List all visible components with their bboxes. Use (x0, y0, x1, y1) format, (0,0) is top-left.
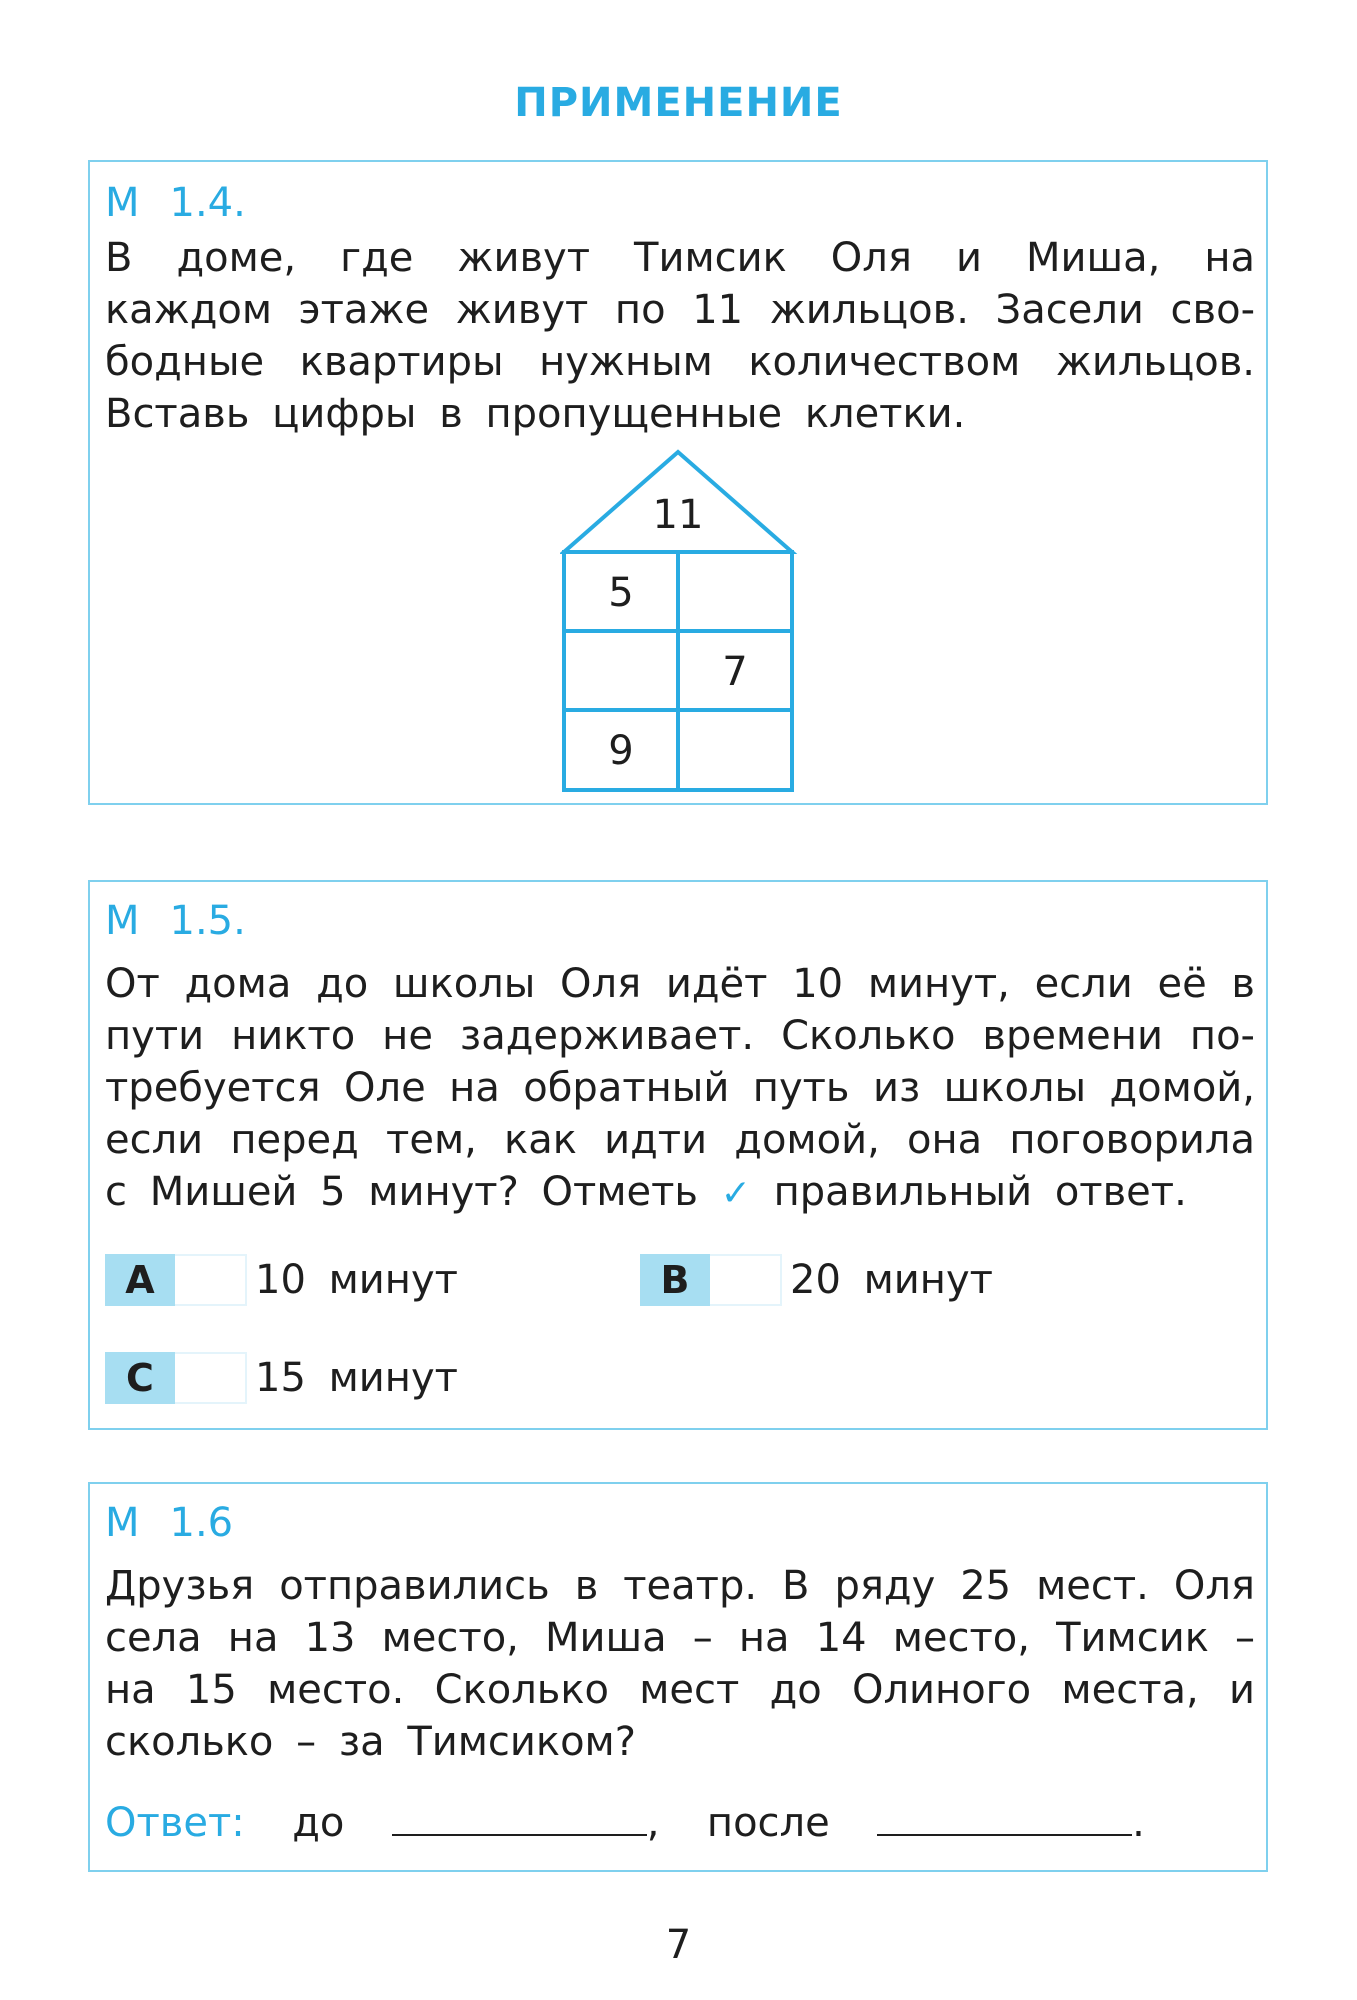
option-text: 20 минут (790, 1257, 993, 1303)
text-line: пути никто не задерживает. Сколько времени по- (105, 1013, 1255, 1059)
task-label: М 1.6 (105, 1500, 234, 1546)
task-label: М 1.4. (105, 180, 246, 226)
text-line: В доме, где живут Тимсик Оля и Миша, на (105, 235, 1255, 281)
option-b[interactable] (640, 1254, 1040, 1306)
text-line: От дома до школы Оля идёт 10 минут, если её в (105, 961, 1255, 1007)
text-line: с Мишей 5 минут? Отметь ✓ правильный ответ. (105, 1166, 1255, 1220)
text-line: Вставь цифры в пропущенные клетки. (105, 391, 966, 437)
option-letter: С (105, 1352, 175, 1404)
cell-floor3-left[interactable]: 9 (608, 728, 634, 774)
text-line: бодные квартиры нужным количеством жильцов. (105, 339, 1255, 385)
text-line: каждом этаже живут по 11 жильцов. Засели сво- (105, 287, 1255, 333)
text-line: требуется Оле на обратный путь из школы домой, (105, 1065, 1255, 1111)
option-letter: В (640, 1254, 710, 1306)
task-text (105, 232, 1255, 440)
text-line: села на 13 место, Миша – на 14 место, Тимсик – (105, 1615, 1255, 1661)
option-a[interactable] (105, 1254, 505, 1306)
task-m15 (88, 880, 1268, 1430)
text-line: если перед тем, как идти домой, она поговорила (105, 1117, 1255, 1163)
option-text: 15 минут (255, 1355, 458, 1401)
option-text: 10 минут (255, 1257, 458, 1303)
checkmark-icon: ✓ (720, 1173, 751, 1214)
roof-number: 11 (652, 492, 704, 538)
task-label: М 1.5. (105, 898, 246, 944)
answer-after-field[interactable] (877, 1794, 1132, 1836)
section-title: ПРИМЕНЕНИЕ (514, 80, 843, 126)
option-checkbox[interactable] (175, 1352, 247, 1404)
cell-floor2-right[interactable]: 7 (722, 649, 748, 695)
answer-row: Ответ: до , после . (105, 1794, 1145, 1849)
text-line: сколько – за Тимсиком? (105, 1719, 636, 1765)
option-checkbox[interactable] (710, 1254, 782, 1306)
answer-label: Ответ: (105, 1800, 245, 1846)
option-checkbox[interactable] (175, 1254, 247, 1306)
answer-before-field[interactable] (392, 1794, 647, 1836)
cell-floor1-left[interactable]: 5 (608, 570, 634, 616)
text-line: Друзья отправились в театр. В ряду 25 мест. Оля (105, 1563, 1255, 1609)
option-c[interactable] (105, 1352, 505, 1404)
task-text (105, 958, 1255, 1220)
option-letter: А (105, 1254, 175, 1306)
task-text (105, 1560, 1255, 1768)
house-diagram (560, 448, 800, 798)
page-number: 7 (665, 1922, 692, 1968)
task-m16 (88, 1482, 1268, 1872)
text-line: на 15 место. Сколько мест до Олиного места, и (105, 1667, 1255, 1713)
